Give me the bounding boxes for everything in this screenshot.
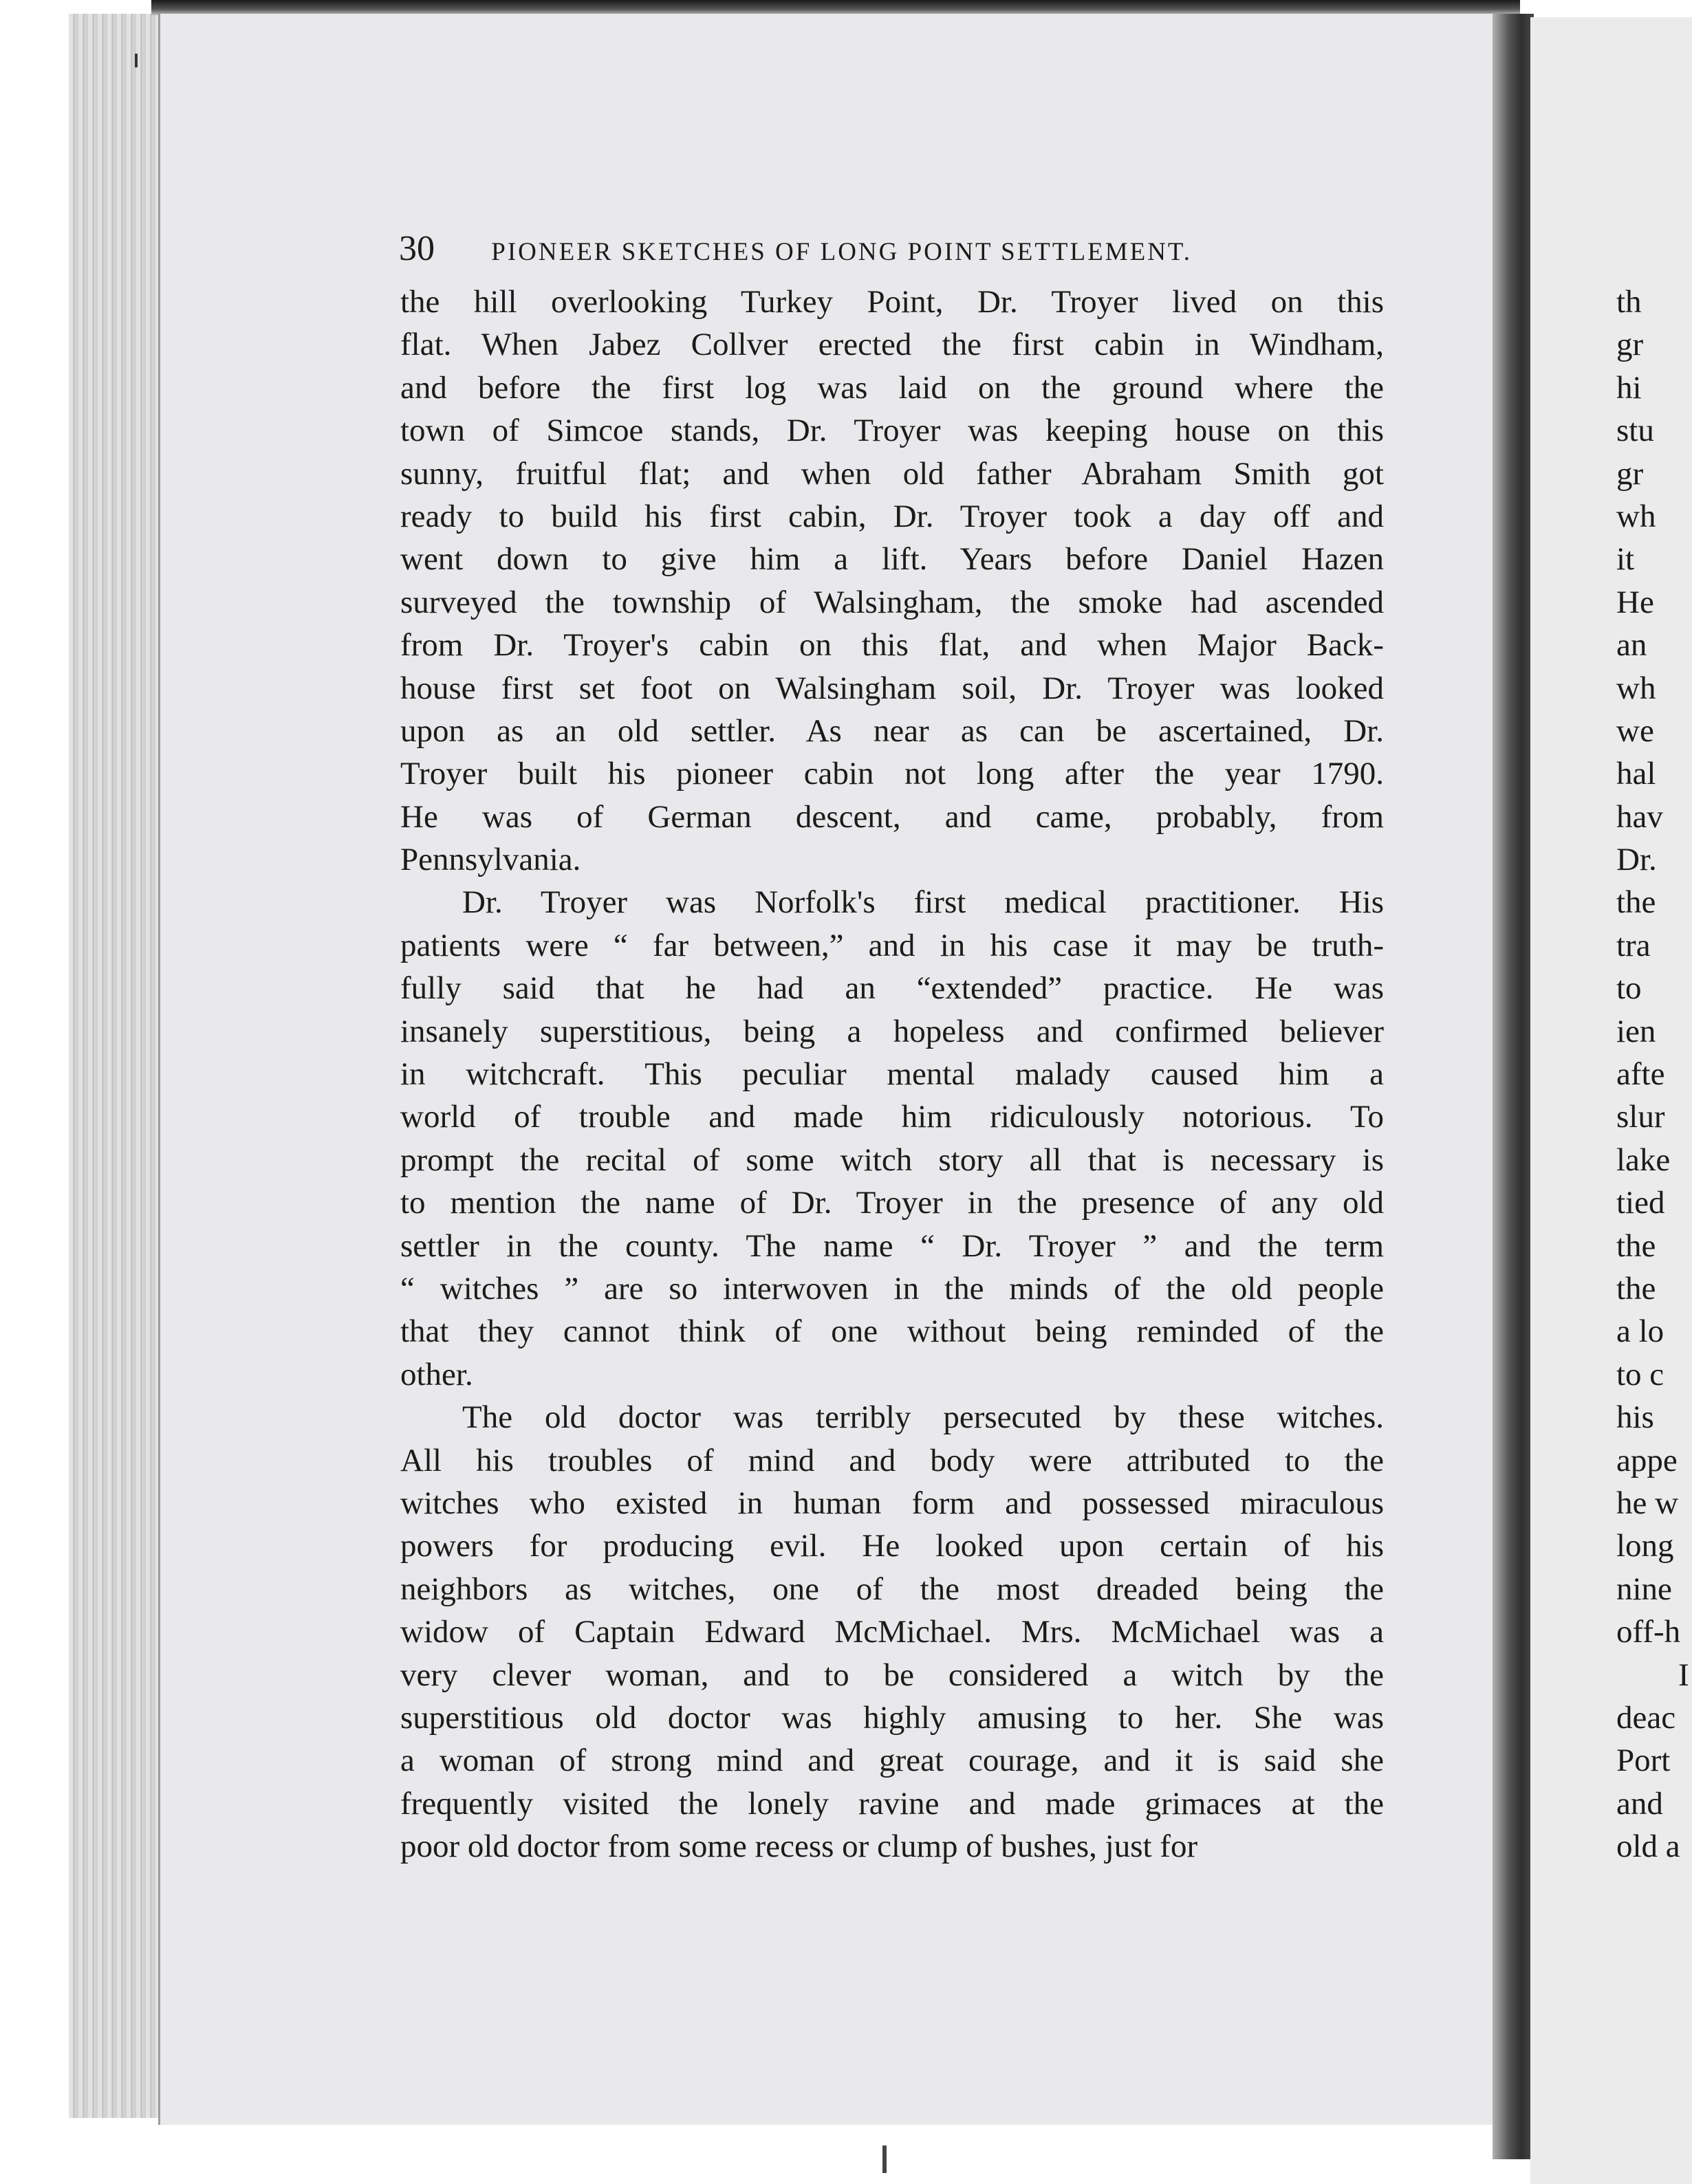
text-line: from Dr. Troyer's cabin on this flat, and when Major Back- <box>400 627 1384 664</box>
text-line: witches who existed in human form and possessed miraculous <box>400 1485 1384 1521</box>
text-line: in witchcraft. This peculiar mental malady caused him a <box>400 1056 1384 1093</box>
text-line: prompt the recital of some witch story all that is necessary is <box>400 1142 1384 1178</box>
bottom-mark <box>882 2145 887 2173</box>
facing-text-fragment: and <box>1616 1785 1663 1822</box>
facing-text-fragment: we <box>1616 712 1654 749</box>
text-line: ready to build his first cabin, Dr. Troyer took a day off and <box>400 498 1384 534</box>
text-line: the hill overlooking Turkey Point, Dr. Troyer lived on this <box>400 284 1384 320</box>
edge-mark <box>135 54 138 67</box>
text-line: a woman of strong mind and great courage, and it is said she <box>400 1743 1384 1779</box>
facing-text-fragment: deac <box>1616 1699 1676 1736</box>
text-line: world of trouble and made him ridiculously notorious. To <box>400 1099 1384 1135</box>
text-line: very clever woman, and to be considered a witch by the <box>400 1657 1384 1693</box>
facing-text-fragment: afte <box>1616 1056 1665 1093</box>
text-line: patients were “ far between,” and in his case it may be truth- <box>400 927 1384 963</box>
facing-page-text <box>1616 281 1692 1868</box>
facing-text-fragment: the <box>1616 1227 1656 1264</box>
text-line: neighbors as witches, one of the most dreaded being the <box>400 1571 1384 1607</box>
facing-text-fragment: nine <box>1616 1571 1672 1607</box>
facing-text-fragment: ien <box>1616 1013 1656 1049</box>
facing-text-fragment: th <box>1616 284 1642 320</box>
facing-text-fragment: old a <box>1616 1828 1680 1865</box>
facing-text-fragment: a lo <box>1616 1313 1664 1350</box>
book-top-edge <box>151 0 1520 15</box>
facing-text-fragment: wh <box>1616 670 1656 706</box>
facing-text-fragment: I <box>1678 1657 1689 1693</box>
text-line: fully said that he had an “extended” practice. He was <box>400 970 1384 1007</box>
text-line: house first set foot on Walsingham soil, Dr. Troyer was looked <box>400 670 1384 706</box>
running-title: PIONEER SKETCHES OF LONG POINT SETTLEMENT. <box>491 238 1193 266</box>
facing-text-fragment: tra <box>1616 927 1651 963</box>
facing-text-fragment: tied <box>1616 1185 1665 1221</box>
facing-text-fragment: his <box>1616 1399 1654 1436</box>
text-line: and before the first log was laid on the ground where the <box>400 369 1384 406</box>
facing-text-fragment: hav <box>1616 798 1663 835</box>
text-line: surveyed the township of Walsingham, the smoke had ascended <box>400 584 1384 620</box>
text-line: powers for producing evil. He looked upon certain of his <box>400 1528 1384 1564</box>
book-gutter <box>1493 14 1534 2159</box>
facing-text-fragment: the <box>1616 884 1656 921</box>
facing-text-fragment: long <box>1616 1528 1674 1564</box>
facing-text-fragment: Port <box>1616 1743 1671 1779</box>
text-line: settler in the county. The name “ Dr. Troyer ” and the term <box>400 1227 1384 1264</box>
facing-text-fragment: appe <box>1616 1442 1678 1478</box>
text-line: insanely superstitious, being a hopeless and confirmed believer <box>400 1013 1384 1049</box>
text-line: superstitious old doctor was highly amusing to her. She was <box>400 1699 1384 1736</box>
text-line: sunny, fruitful flat; and when old father Abraham Smith got <box>400 455 1384 492</box>
text-line: “ witches ” are so interwoven in the minds of the old people <box>400 1270 1384 1307</box>
text-line: to mention the name of Dr. Troyer in the presence of any old <box>400 1185 1384 1221</box>
facing-text-fragment: off-h <box>1616 1614 1681 1650</box>
text-line: other. <box>400 1356 473 1393</box>
page-number: 30 <box>399 229 435 268</box>
facing-text-fragment: lake <box>1616 1142 1671 1178</box>
text-line: Troyer built his pioneer cabin not long after the year 1790. <box>400 756 1384 792</box>
facing-text-fragment: wh <box>1616 498 1656 534</box>
facing-text-fragment: Dr. <box>1616 842 1657 878</box>
facing-text-fragment: hi <box>1616 369 1642 406</box>
text-line: He was of German descent, and came, probably, from <box>400 798 1384 835</box>
facing-text-fragment: hal <box>1616 756 1656 792</box>
text-line: The old doctor was terribly persecuted by these witches. <box>462 1399 1384 1436</box>
facing-text-fragment: gr <box>1616 455 1644 492</box>
text-line: Dr. Troyer was Norfolk's first medical practitioner. His <box>462 884 1384 921</box>
text-line: Pennsylvania. <box>400 842 581 878</box>
text-line: flat. When Jabez Collver erected the first cabin in Windham, <box>400 327 1384 363</box>
facing-text-fragment: slur <box>1616 1099 1665 1135</box>
facing-text-fragment: an <box>1616 627 1647 664</box>
running-header <box>399 228 1410 270</box>
facing-text-fragment: He <box>1616 584 1654 620</box>
facing-text-fragment: to c <box>1616 1356 1664 1393</box>
facing-text-fragment: stu <box>1616 413 1654 449</box>
facing-text-fragment: the <box>1616 1270 1656 1307</box>
text-line: upon as an old settler. As near as can be ascertained, Dr. <box>400 712 1384 749</box>
facing-text-fragment: he w <box>1616 1485 1679 1521</box>
page-body <box>400 281 1384 1868</box>
text-line: went down to give him a lift. Years before Daniel Hazen <box>400 541 1384 578</box>
facing-text-fragment: gr <box>1616 327 1644 363</box>
facing-text-fragment: it <box>1616 541 1635 578</box>
text-line: town of Simcoe stands, Dr. Troyer was keeping house on this <box>400 413 1384 449</box>
page-stack-edge <box>69 14 165 2118</box>
text-line: poor old doctor from some recess or clump of bushes, just for <box>400 1828 1198 1865</box>
text-line: All his troubles of mind and body were attributed to the <box>400 1442 1384 1478</box>
text-line: frequently visited the lonely ravine and made grimaces at the <box>400 1785 1384 1822</box>
facing-text-fragment: to <box>1616 970 1642 1007</box>
text-line: widow of Captain Edward McMichael. Mrs. McMichael was a <box>400 1614 1384 1650</box>
text-line: that they cannot think of one without being reminded of the <box>400 1313 1384 1350</box>
